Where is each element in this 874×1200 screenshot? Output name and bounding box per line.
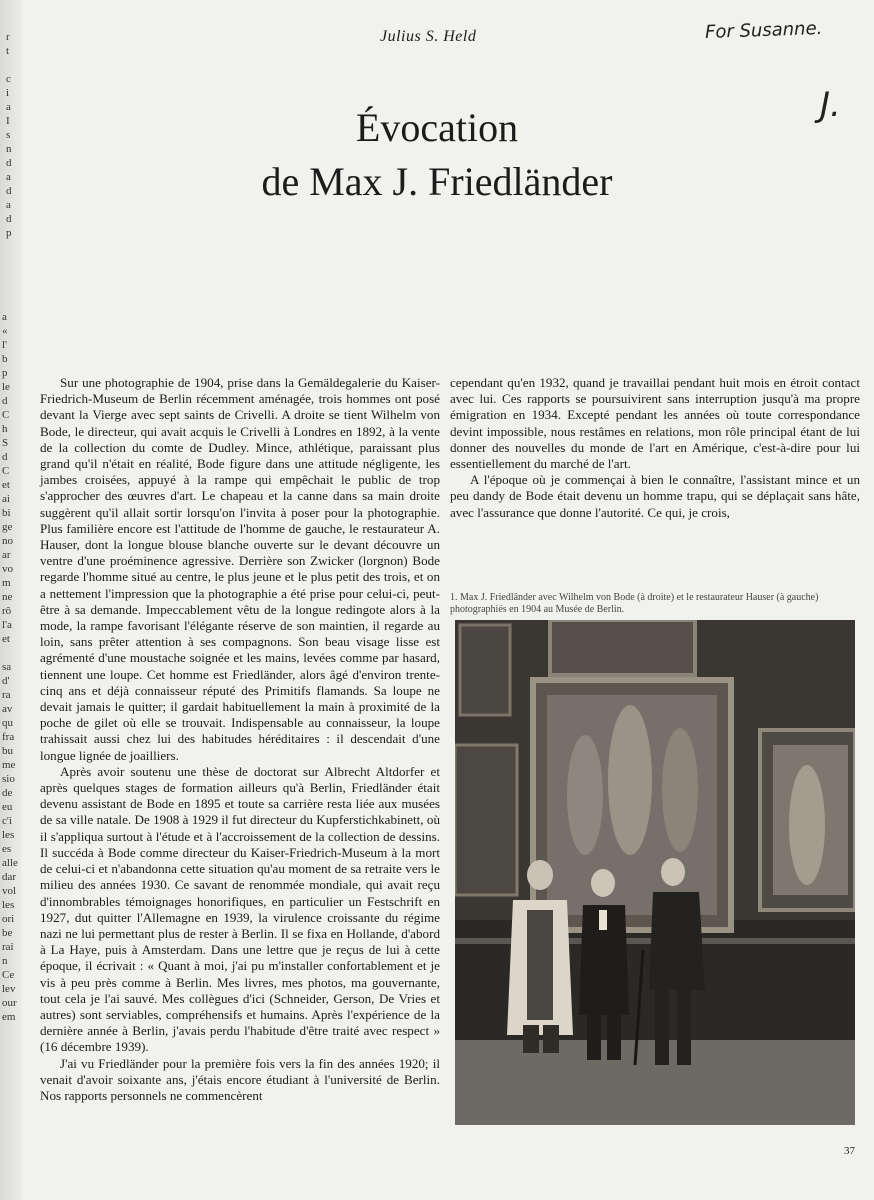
article-title-line-1: Évocation bbox=[355, 105, 519, 150]
historical-photograph bbox=[455, 620, 855, 1125]
paragraph: cependant qu'en 1932, quand je travaillai pendant huit mois en étroit contact avec lui. Ces rapports se poursuivirent sans interruption jusqu'à ma propre émigration en 1934. Excepté pendant les années où toute correspondance devint impossible, nous restâmes en relations, mon rôle principal étant de lui donner des nouvelles du monde de l'art en Amérique, c'est-à-dire pour lui essentiellement du marché de l'art. bbox=[450, 375, 860, 472]
handwritten-dedication: For Susanne. bbox=[704, 17, 823, 44]
paragraph: Sur une photographie de 1904, prise dans la Gemäldegalerie du Kaiser-Friedrich-Museum de Berlin récemment aménagée, trois hommes ont posé devant la Vierge avec sept saints de Crivelli. A droite se tient Wilhelm von Bode, le directeur, qui avait acquis le Crivelli à Londres en 1892, à la vente de la collection du comte de Dudley. Mince, athlétique, paraissant plus grand qu'il n'était en réalité, Bode figure dans une attitude négligente, les jambes croisées, appuyé à la rampe qui empêchait le public de trop s'approcher des œuvres d'art. Le chapeau et la canne dans sa main droite suggèrent qu'il allait sortir lorsqu'on l'invita à poser pour la photographie. Plus familière encore est l'attitude de l'homme de gauche, le restaurateur A. Hauser, dont la longue blouse blanche ouverte sur le devant découvre un ventre d'une proéminence agressive. Derrière son Zwicker (lorgnon) Bode regarde l'homme situé au centre, le plus jeune et le plus petit des trois, et on a nettement l'impression que la photographie a été prise pour celui-ci, peut-être à sa demande. Impeccablement vêtu de la longue redingote alors à la mode, la rampe favorisant l'élégante réserve de son maintien, il regarde au loin, sans prêter attention à ses compagnons. Son beau visage lisse est agrémenté d'une moustache soignée et les mains, levées comme par hasard, tiennent une loupe. Cet homme est Friedländer, alors âgé d'environ trente-cinq ans et déjà connaisseur réputé des Primitifs flamands. Sa loupe ne devait jamais le quitter; il gardait habituellement la main à proximité de la poche de gilet où elle se trouvait. Indispensable au connaisseur, la loupe trahissait aussi chez lui des habitudes héréditaires : il descendait d'une longue lignée de joailliers. bbox=[40, 375, 440, 763]
paragraph: A l'époque où je commençai à bien le connaître, l'assistant mince et un peu dandy de Bode était devenu un homme trapu, qui se déplaçait sans hâte, avec l'assurance que donne l'autorité. Ce qui, je crois, bbox=[450, 472, 860, 520]
left-text-column bbox=[40, 375, 440, 1104]
article-title-line-2: de Max J. Friedländer bbox=[261, 159, 613, 204]
handwritten-initial: J. bbox=[820, 85, 841, 125]
adjacent-page-letters-top: r t c i a I s n d a d a d p bbox=[6, 31, 12, 239]
paragraph: Après avoir soutenu une thèse de doctorat sur Albrecht Altdorfer et après quelques stages de formation ailleurs qu'à Berlin, Friedländer était devenu assistant de Bode en 1895 et toute sa carrière resta liée aux musées de sa ville natale. De 1908 à 1929 il fut directeur du Kupferstichkabinett, où il s'appliqua surtout à l'étude et à l'accroissement de la collection de dessins. Il succéda à Bode comme directeur du Kaiser-Friedrich-Museum à la mort de celui-ci et n'abandonna cette situation qu'au moment de sa retraite vers le milieu des années 1930. Ce savant de renommée mondiale, qui avait reçu d'innombrables témoignages honorifiques, en particulier un Festschrift en 1927, dut quitter l'Allemagne en 1939, la virulence croissante du régime nazi ne lui permettant plus de rester à Berlin. Il se fixa en Hollande, d'abord à La Haye, puis à Amsterdam. Dans une lettre que je reçus de lui à cette époque, il écrivait : « Quant à moi, j'ai pu m'installer confortablement et je vis à peu près comme à Berlin. Mes livres, mes photos, ma gouvernante, tout cela je l'ai sauvé. Mes collègues d'ici (Schneider, Gerson, De Vries et autres) sont serviables, compréhensifs et humains. Après l'expérience de la dernière année à Berlin, j'avais perdu l'habitude d'être traité avec respect » (16 décembre 1939). bbox=[40, 763, 440, 1055]
photograph-illustration bbox=[455, 620, 855, 1125]
author-name: Julius S. Held bbox=[380, 28, 477, 45]
paragraph: J'ai vu Friedländer pour la première fois vers la fin des années 1920; il venait d'avoir soixante ans, j'étais encore étudiant à l'université de Berlin. Nos rapports personnels ne commencèrent bbox=[40, 1055, 440, 1103]
adjacent-page-letters-mid: a « l' b p le d C h S d C et ai bi ge no ar vo m ne rô l'a et sa d' ra av qu fra bu me sio de eu c'i les es alle dar vol les ori be rai n Ce lev our em bbox=[2, 311, 18, 1023]
right-text-column bbox=[450, 375, 860, 521]
figure-caption: 1. Max J. Friedländer avec Wilhelm von Bode (à droite) et le restaurateur Hauser (à gauche) photographiés en 1904 au Musée de Berlin. bbox=[450, 592, 819, 615]
page-number: 37 bbox=[844, 1145, 855, 1157]
